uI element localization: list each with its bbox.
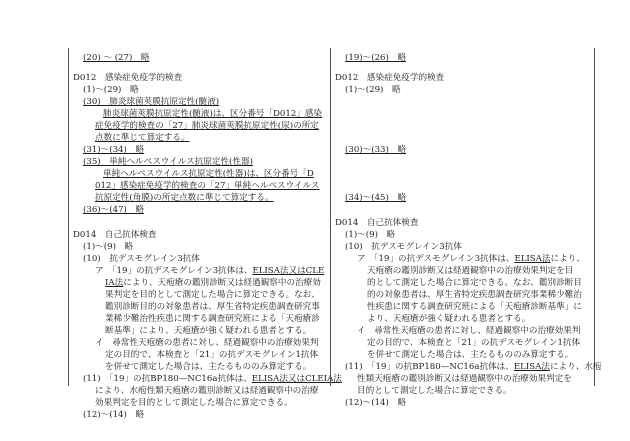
item-heading: (10) 抗デスモグレイン3抗体	[83, 254, 200, 264]
text-line: IA法により、天疱瘡の鑑別診断又は経過観察中の治療効	[105, 278, 321, 288]
text-line: 点数に準じて算定する。	[95, 133, 190, 143]
text-line: 012」感染症免疫学的検査の「27」単純ヘルペスウイルス	[95, 181, 320, 191]
text-line: 性類天疱瘡の鑑別診断又は経過観察中の治療効果判定を	[357, 374, 572, 384]
item-heading: (30) 肺炎球菌莢膜抗原定性(髄液)	[83, 97, 220, 107]
text-line: 的の対象患者は、厚生省特定疾患調査研究事業稀少難治	[367, 290, 582, 300]
text-line: (19)～(26) 略	[345, 53, 407, 63]
text-line: (34)～(45) 略	[345, 193, 407, 203]
text-line: (11) 「19」の抗BP180—NC16a抗体は、ELISA法により、水疱	[345, 362, 602, 372]
text-line: (1)～(9) 略	[83, 242, 134, 252]
text-line: を併せて測定した場合は、主たるもののみ算定する。	[105, 362, 312, 372]
text-line: ア 「19」の抗デスモグレイン3抗体は、ELISA法により、	[357, 254, 585, 264]
text-line: (30)～(33) 略	[345, 145, 407, 155]
text-line: 症免疫学的検査の「27」肺炎球菌莢膜抗原定性(尿)の所定	[95, 121, 319, 131]
text-line: を併せて測定した場合は、主たるもののみ算定する。	[367, 350, 574, 360]
text-line: 業稀少難治性疾患に関する調査研究班による「天疱瘡診	[105, 314, 320, 324]
text-line: イ 尋常性天疱瘡の患者に対し、経過観察中の治療効果判	[357, 326, 581, 336]
text-line: より、天疱瘡が強く疑われる患者とする。	[367, 314, 531, 324]
text-line: (1)～(9) 略	[345, 230, 396, 240]
text-line: (36)～(47) 略	[83, 205, 145, 215]
text-line: 天疱瘡の鑑別診断又は経過観察中の治療効果判定を目	[367, 266, 574, 276]
item-heading: (10) 抗デスモグレイン3抗体	[345, 242, 462, 252]
text-line: 目的として測定した場合に算定できる。	[357, 386, 512, 396]
text-line: 果判定を目的として測定した場合に算定できる。なお、	[105, 290, 320, 300]
text-line: 抗原定性(角膜)の所定点数に準じて算定する。	[95, 193, 274, 203]
text-line: 断基準」により、天疱瘡が強く疑われる患者とする。	[105, 326, 312, 336]
text-line: 効果判定を目的として測定した場合に算定できる。	[95, 398, 293, 408]
section-heading: D012 感染症免疫学的検査	[335, 73, 445, 83]
text-line: 鑑別診断目的の対象患者は、厚生省特定疾患調査研究事	[105, 302, 320, 312]
text-line: (20) ～ (27) 略	[83, 53, 150, 63]
text-line: (12)～(14) 略	[83, 410, 145, 420]
text-line: (12)～(14) 略	[345, 398, 407, 408]
text-line: 定の目的で、本検査と「21」の抗デスモグレイン1抗体	[367, 338, 581, 348]
text-line: 的として測定した場合に算定できる。なお、鑑別診断目	[367, 278, 582, 288]
current-text-column	[330, 48, 602, 408]
section-heading: D014 自己抗体検査	[335, 218, 419, 228]
text-line: (11) 「19」の抗BP180—NC16a抗体は、ELISA法又はCLEIA法	[83, 374, 342, 384]
text-line: により、水疱性類天疱瘡の鑑別診断又は経過観察中の治療	[95, 386, 319, 396]
text-line: イ 尋常性天疱瘡の患者に対し、経過観察中の治療効果判	[95, 338, 319, 348]
text-line: (1)～(29) 略	[345, 85, 401, 95]
text-line: ア 「19」の抗デスモグレイン3抗体は、ELISA法又はCLE	[95, 266, 325, 276]
section-heading: D012 感染症免疫学的検査	[73, 73, 183, 83]
item-heading: (35) 単純ヘルペスウイルス抗原定性(性器)	[83, 157, 253, 167]
section-heading: D014 自己抗体検査	[73, 230, 157, 240]
text-line: 肺炎球菌莢膜抗原定性(髄液)は、区分番号「D012」感染	[103, 109, 323, 119]
text-line: 単純ヘルペスウイルス抗原定性(性器)は、区分番号「D	[103, 169, 314, 179]
text-line: (1)～(29) 略	[83, 85, 139, 95]
text-line: 性疾患に関する調査研究班による「天疱瘡診断基準」に	[367, 302, 582, 312]
text-line: 定の目的で、本検査と「21」の抗デスモグレイン1抗体	[105, 350, 319, 360]
revised-text-column	[68, 48, 342, 420]
text-line: (31)～(34) 略	[83, 145, 145, 155]
